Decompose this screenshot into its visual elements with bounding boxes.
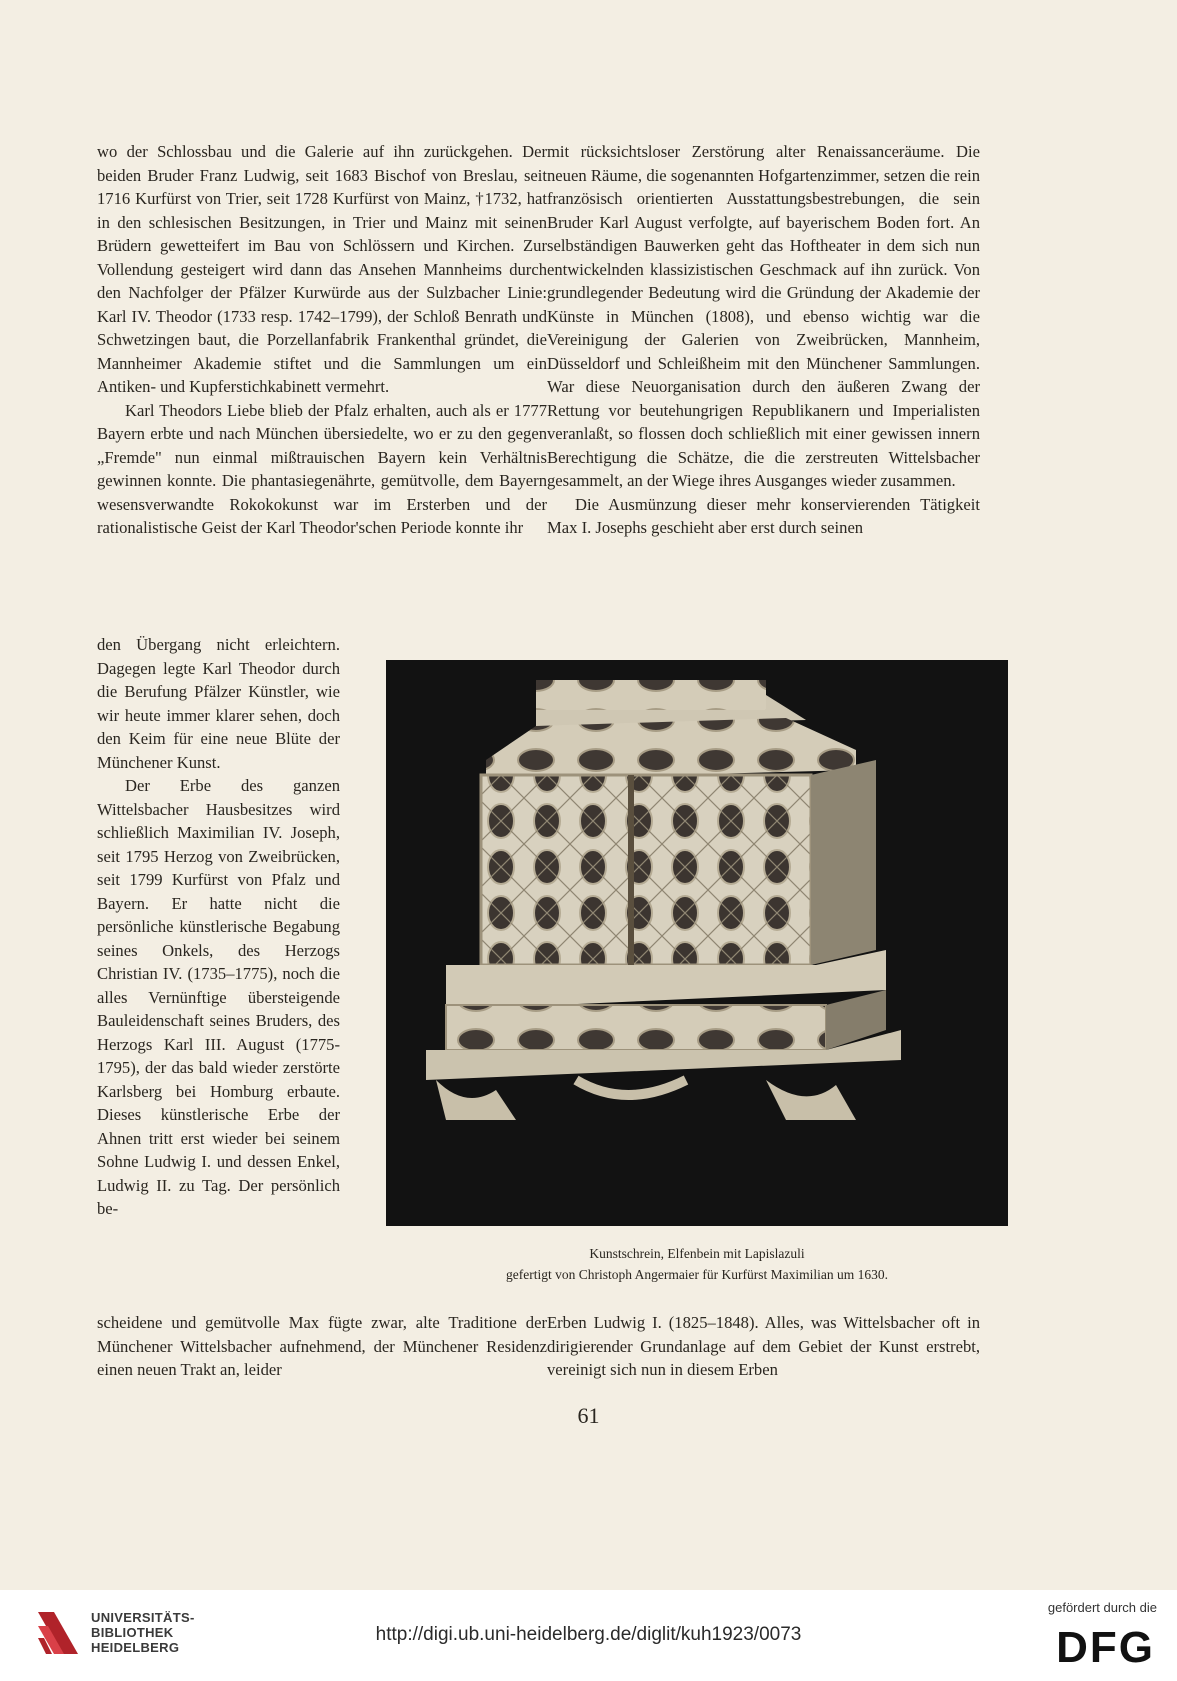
- paragraph: scheidene und gemütvolle Max fügte zwar, alte Traditione der Münchener Wittelsbacher aufnehmend, der Münchener Residenz einen neuen Trakt an, leider: [97, 1313, 547, 1379]
- dfg-logo: DFG: [1056, 1623, 1155, 1672]
- paragraph: wo der Schlossbau und die Galerie auf ihn zurückgehen. Der beiden Bruder Franz Ludwig, seit 1683 Bischof von Breslau, seit 1716 Kurfürst von Trier, seit 1728 Kurfürst von Mainz, †1732, hat in den schlesischen Besitzungen, in Trier und Mainz mit seinen Brüdern gewetteifert im Bau von Schlössern und Kirchen. Zur Vollendung gesteigert wird dann das Ansehen Mannheims durch den Nachfolger der Pfälzer Kurwürde aus der Sulzbacher Linie: Karl IV. Theodor (1733 resp. 1742–1799), der Schloß Benrath und Schwetzingen baut, die Porzellanfabrik Frankenthal gründet, die Mannheimer Akademie stiftet und die Sammlungen um ein Antiken- und Kupferstichkabinett vermehrt.: [97, 142, 547, 396]
- left-column-narrow: [97, 633, 340, 1221]
- library-name-line: UNIVERSITÄTS-: [91, 1610, 195, 1625]
- right-column-top: [547, 140, 980, 540]
- ivory-cabinet-illustration: [386, 660, 1008, 1226]
- library-name-line: BIBLIOTHEK: [91, 1625, 174, 1640]
- right-column-bottom: [547, 1311, 980, 1382]
- paragraph: Erben Ludwig I. (1825–1848). Alles, was Wittelsbacher oft in dirigierender Grundanlage auf dem Gebiet der Kunst erstrebt, vereinigt sich nun in diesem Erben: [547, 1313, 980, 1379]
- figure-caption: [386, 1243, 1008, 1285]
- funding-note: gefördert durch die: [1047, 1600, 1157, 1615]
- paragraph: mit rücksichtsloser Zerstörung alter Renaissanceräume. Die neuen Räume, die sogenannten Hofgartenzimmer, setzen die rein französisch orientierten Ausstattungsbestrebungen, die sein Bruder Karl August verfolgte, auf bayerischem Boden fort. An selbständigen Bauwerken geht das Hoftheater in dem sich nun entwickelnden klassizistischen Geschmack auf ihn zurück. Von grundlegender Bedeutung wird die Gründung der Akademie der Künste in München (1808), und ebenso wichtig war die Vereinigung der Galerien von Zweibrücken, Mannheim, Düsseldorf und Schleißheim mit den Münchener Sammlungen. War diese Neuorganisation durch den äußeren Zwang der Rettung vor beutehungrigen Republikanern und Imperialisten veranlaßt, so flossen doch schließlich mit einer gewissen innern Berechtigung die Schätze, die die zerstreuten Wittelsbacher gesammelt, an der Wiege ihres Ausganges wieder zusammen.: [547, 142, 980, 490]
- library-name-line: HEIDELBERG: [91, 1640, 180, 1655]
- left-column-bottom: [97, 1311, 547, 1382]
- paragraph: den Übergang nicht erleichtern. Dagegen legte Karl Theodor durch die Berufung Pfälzer Künstler, wie wir heute immer klarer sehen, doch den Keim für eine neue Blüte der Münchener Kunst.: [97, 635, 340, 772]
- left-column-top: [97, 140, 547, 540]
- source-url-link[interactable]: http://digi.ub.uni-heidelberg.de/diglit/kuh1923/0073: [375, 1624, 802, 1645]
- page-number: 61: [577, 1403, 600, 1428]
- digitization-footer: [0, 1590, 1177, 1681]
- caption-title: Kunstschrein, Elfenbein mit Lapislazuli: [589, 1246, 805, 1261]
- caption-credit: gefertigt von Christoph Angermaier für Kurfürst Maximilian um 1630.: [505, 1267, 889, 1282]
- cabinet-photograph: [386, 660, 1008, 1226]
- paragraph: Die Ausmünzung dieser mehr konservierenden Tätigkeit Max I. Josephs geschieht aber erst durch seinen: [547, 494, 980, 537]
- paragraph: Karl Theodors Liebe blieb der Pfalz erhalten, auch als er 1777 Bayern erbte und nach München übersiedelte, wo er zu den gegen „Fremde" nun einmal mißtrauischen Bayern kein Verhältnis gewinnen konnte. Die phantasiegenährte, gemütvolle, dem Bayern wesensverwandte Rokokokunst war im Ersterben und der rationalistische Geist der Karl Theodor'schen Periode konnte ihr: [97, 400, 547, 537]
- paragraph: Der Erbe des ganzen Wittelsbacher Hausbesitzes wird schließlich Maximilian IV. Joseph, seit 1795 Herzog von Zweibrücken, seit 1799 Kurfürst von Pfalz und Bayern. Er hatte nicht die persönliche künstlerische Begabung seines Onkels, des Herzogs Christian IV. (1735–1775), noch die alles Vernünftige übersteigende Bauleidenschaft seines Bruders, des Herzogs Karl III. August (1775-1795), der das bald wieder zerstörte Karlsberg bei Homburg erbaute. Dieses künstlerische Erbe der Ahnen tritt erst wieder bei seinem Sohne Ludwig I. und dessen Enkel, Ludwig II. zu Tag. Der persönlich be-: [97, 776, 340, 1218]
